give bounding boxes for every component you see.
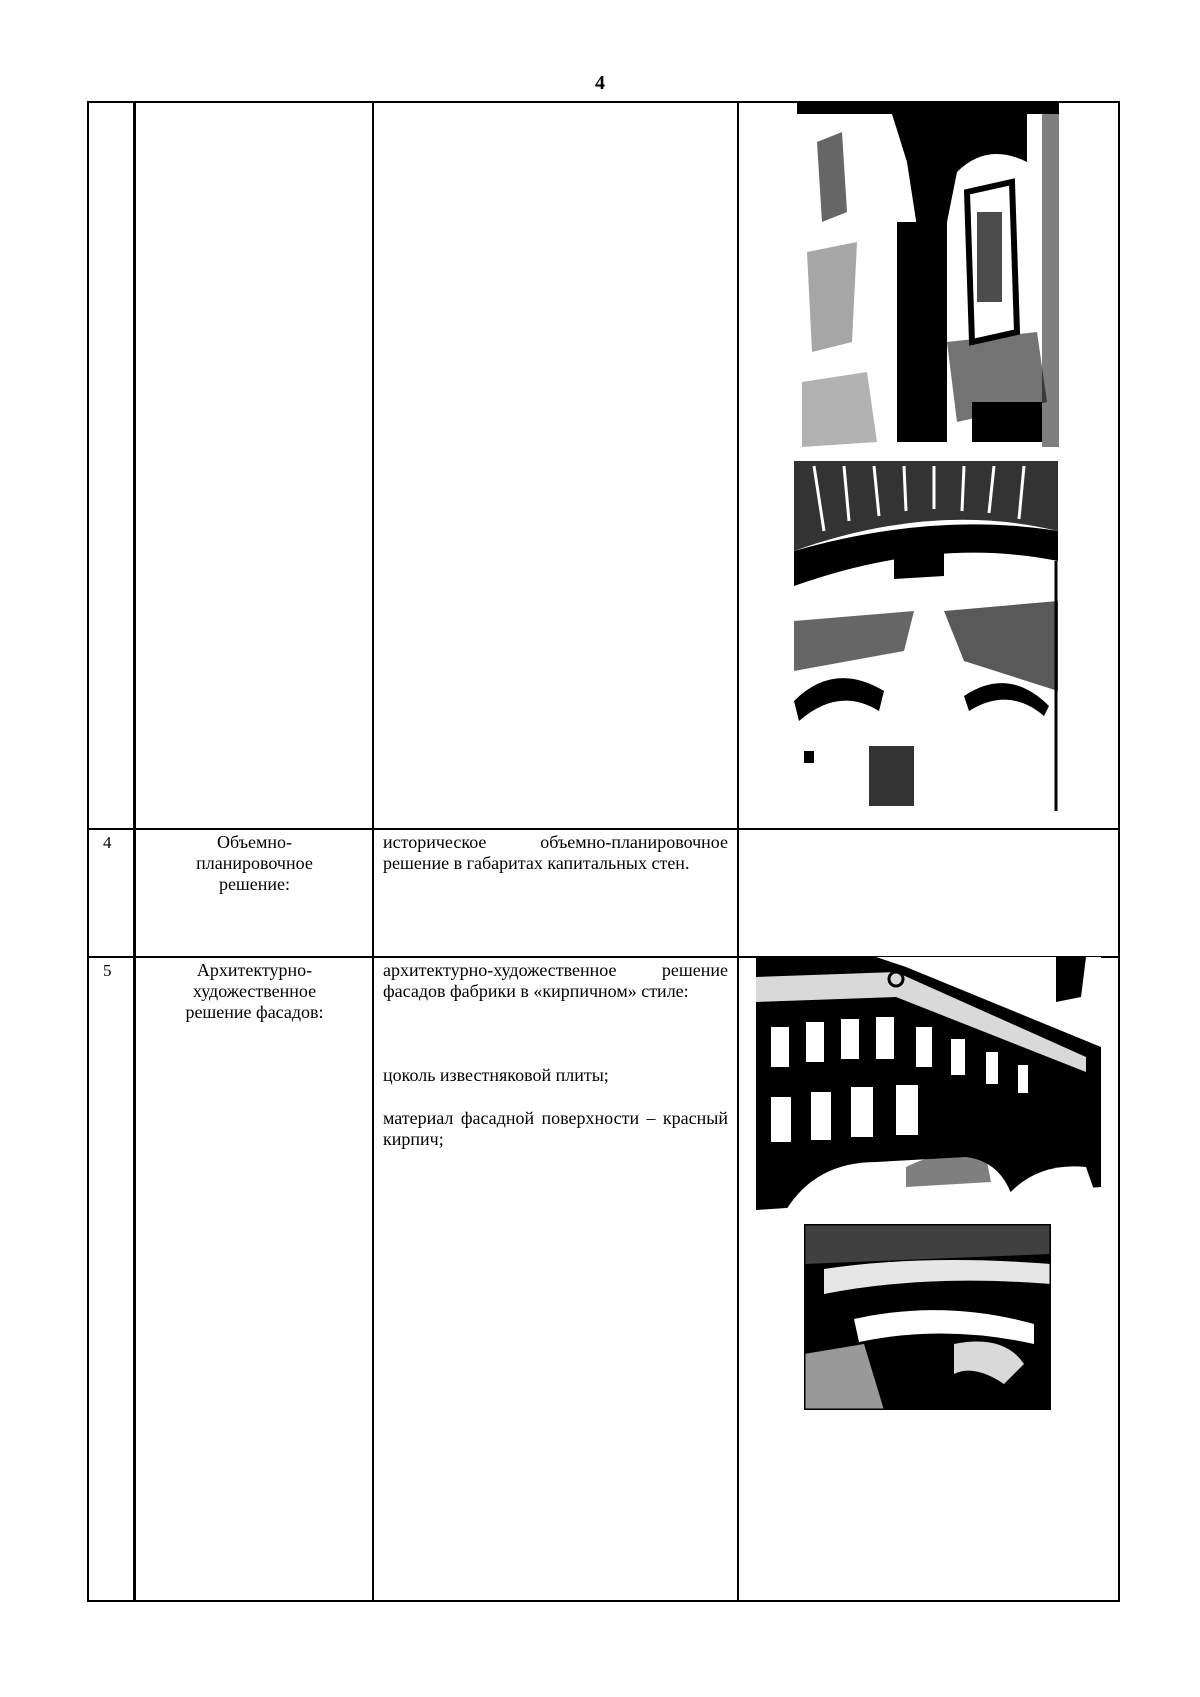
row-4-name: Объемно- планировочное решение:	[196, 832, 313, 894]
factory-facade-photo	[756, 957, 1101, 1210]
row-5-number: 5	[103, 961, 112, 980]
col-border-left	[87, 101, 89, 1602]
col-border-name	[372, 101, 374, 1602]
col-border-right	[1118, 101, 1120, 1602]
row-4-number: 4	[103, 833, 112, 852]
row-5-desc-line-3: материал фасадной поверхности – красный кирпич;	[383, 1108, 728, 1149]
row-divider-4	[87, 828, 1120, 830]
row-5-description	[383, 960, 728, 1150]
row-5-name: Архитектурно- художественное решение фасадов:	[185, 960, 324, 1022]
page-number: 4	[595, 72, 605, 94]
row-5-desc-line-2: цоколь известняковой плиты;	[383, 1065, 609, 1085]
vault-ceiling-photo	[794, 461, 1058, 811]
photo-interior-arch-icon	[797, 102, 1059, 447]
row-5-desc-line-1: архитектурно-художественное решение фасадов фабрики в «кирпичном» стиле:	[383, 960, 728, 1001]
photo-facade-street-icon	[756, 957, 1101, 1210]
row-4-desc-line: историческое объемно-планировочное решение в габаритах капитальных стен.	[383, 832, 728, 873]
row-4-description	[383, 832, 728, 874]
photo-plinth-detail-icon	[804, 1224, 1051, 1410]
photo-vault-ceiling-icon	[794, 461, 1058, 811]
table-bottom-border	[87, 1600, 1120, 1602]
interior-arch-photo	[797, 102, 1059, 447]
col-border-desc	[737, 101, 739, 1602]
col-border-num	[133, 101, 136, 1602]
plinth-detail-photo	[804, 1224, 1051, 1410]
